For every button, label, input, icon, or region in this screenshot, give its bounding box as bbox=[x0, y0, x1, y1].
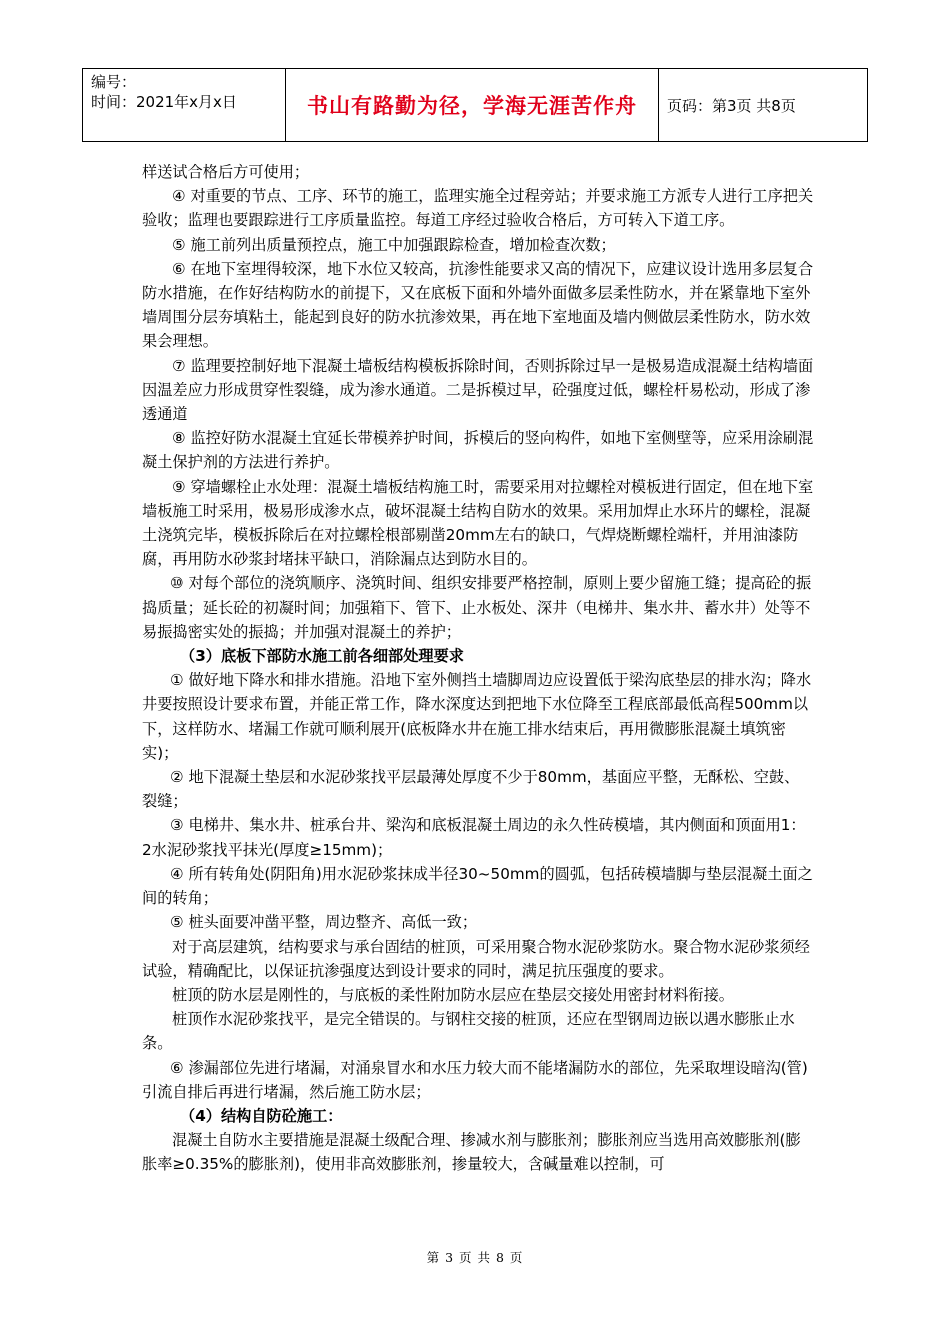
document-number-label: 编号： bbox=[91, 73, 137, 91]
section-heading: （4）结构自防砼施工： bbox=[180, 1106, 343, 1125]
document-body bbox=[142, 160, 814, 1177]
paragraph: 对于高层建筑，结构要求与承台固结的桩顶，可采用聚合物水泥砂浆防水。聚合物水泥砂浆须经试验，精确配比，以保证抗渗强度达到设计要求的同时，满足抗压强度的要求。 bbox=[142, 937, 810, 980]
paragraph: ⑨ 穿墙螺栓止水处理：混凝土墙板结构施工时，需要采用对拉螺栓对模板进行固定，但在地下室墙板施工时采用，极易形成渗水点，破坏混凝土结构自防水的效果。采用加焊止水环片的螺栓，混凝土浇筑完毕，模板拆除后在对拉螺栓根部剔凿20mm左右的缺口，气焊烧断螺栓端杆，并用油漆防腐，再用防水砂浆封堵抹平缺口，消除漏点达到防水目的。 bbox=[142, 477, 814, 569]
paragraph: ② 地下混凝土垫层和水泥砂浆找平层最薄处厚度不少于80mm，基面应平整，无酥松、空鼓、裂缝； bbox=[142, 768, 800, 811]
paragraph: ④ 对重要的节点、工序、环节的施工，监理实施全过程旁站；并要求施工方派专人进行工序把关验收；监理也要跟踪进行工序质量监控。每道工序经过验收合格后，方可转入下道工序。 bbox=[142, 187, 814, 230]
header-motto: 书山有路勤为径，学海无涯苦作舟 bbox=[286, 69, 659, 141]
paragraph: ⑥ 渗漏部位先进行堵漏，对涌泉冒水和水压力较大而不能堵漏防水的部位，先采取埋设暗沟(管)引流自排后再进行堵漏，然后施工防水层； bbox=[142, 1058, 808, 1101]
paragraph: ⑤ 施工前列出质量预控点，施工中加强跟踪检查，增加检查次数； bbox=[172, 235, 616, 254]
paragraph: ⑩ 对每个部位的浇筑顺序、浇筑时间、组织安排要严格控制，原则上要少留施工缝；提高砼的振捣质量；延长砼的初凝时间；加强箱下、管下、止水板处、深井（电梯井、集水井、蓄水井）处等不易振捣密实处的振捣；并加强对混凝土的养护； bbox=[142, 574, 812, 641]
page-footer: 第 3 页 共 8 页 bbox=[426, 1250, 524, 1265]
paragraph: ⑧ 监控好防水混凝土宜延长带模养护时间，拆模后的竖向构件，如地下室侧壁等，应采用涂刷混凝土保护剂的方法进行养护。 bbox=[142, 429, 814, 472]
section-heading: （3）底板下部防水施工前各细部处理要求 bbox=[180, 647, 464, 666]
document-date-label: 时间：2021年x月x日 bbox=[91, 93, 237, 111]
paragraph: ⑥ 在地下室埋得较深，地下水位又较高，抗渗性能要求又高的情况下，应建议设计选用多层复合防水措施，在作好结构防水的前提下，又在底板下面和外墙外面做多层柔性防水，并在紧靠地下室外墙周围分层夯填粘土，能起到良好的防水抗渗效果，再在地下室地面及墙内侧做层柔性防水，防水效果会理想。 bbox=[142, 259, 814, 351]
paragraph: 桩顶的防水层是刚性的，与底板的柔性附加防水层应在垫层交接处用密封材料衔接。 bbox=[172, 985, 734, 1004]
paragraph: ⑦ 监理要控制好地下混凝土墙板结构模板拆除时间，否则拆除过早一是极易造成混凝土结构墙面因温差应力形成贯穿性裂缝，成为渗水通道。二是拆模过早，砼强度过低，螺栓杆易松动，形成了渗透通道 bbox=[142, 356, 814, 424]
paragraph: 样送试合格后方可使用； bbox=[142, 163, 310, 181]
paragraph: ⑤ 桩头面要冲凿平整，周边整齐、高低一致； bbox=[170, 913, 478, 932]
header-page-number: 页码：第3页 共8页 bbox=[667, 96, 796, 115]
paragraph: 混凝土自防水主要措施是混凝土级配合理、掺减水剂与膨胀剂；膨胀剂应当选用高效膨胀剂(膨胀率≥0.35%的膨胀剂)，使用非高效膨胀剂，掺量较大，含碱量难以控制，可 bbox=[142, 1131, 801, 1174]
header-info-cell bbox=[83, 69, 286, 141]
paragraph: ① 做好地下降水和排水措施。沿地下室外侧挡土墙脚周边应设置低于梁沟底垫层的排水沟；降水井要按照设计要求布置，并能正常工作，降水深度达到把地下水位降至工程底部最低高程500mm以下，这样防水、堵漏工作就可顺利展开(底板降水井在施工排水结束后，再用微膨胀混凝土填筑密实)； bbox=[142, 671, 812, 762]
paragraph: ④ 所有转角处(阴阳角)用水泥砂浆抹成半径30~50mm的圆弧，包括砖模墙脚与垫层混凝土面之间的转角； bbox=[142, 864, 813, 908]
header-table bbox=[82, 68, 868, 142]
paragraph: ③ 电梯井、集水井、桩承台井、梁沟和底板混凝土周边的永久性砖模墙，其内侧面和顶面用1：2水泥砂浆找平抹光(厚度≥15mm)； bbox=[142, 816, 806, 859]
paragraph: 桩顶作水泥砂浆找平，是完全错误的。与钢柱交接的桩顶，还应在型钢周边嵌以遇水膨胀止水条。 bbox=[142, 1010, 795, 1053]
